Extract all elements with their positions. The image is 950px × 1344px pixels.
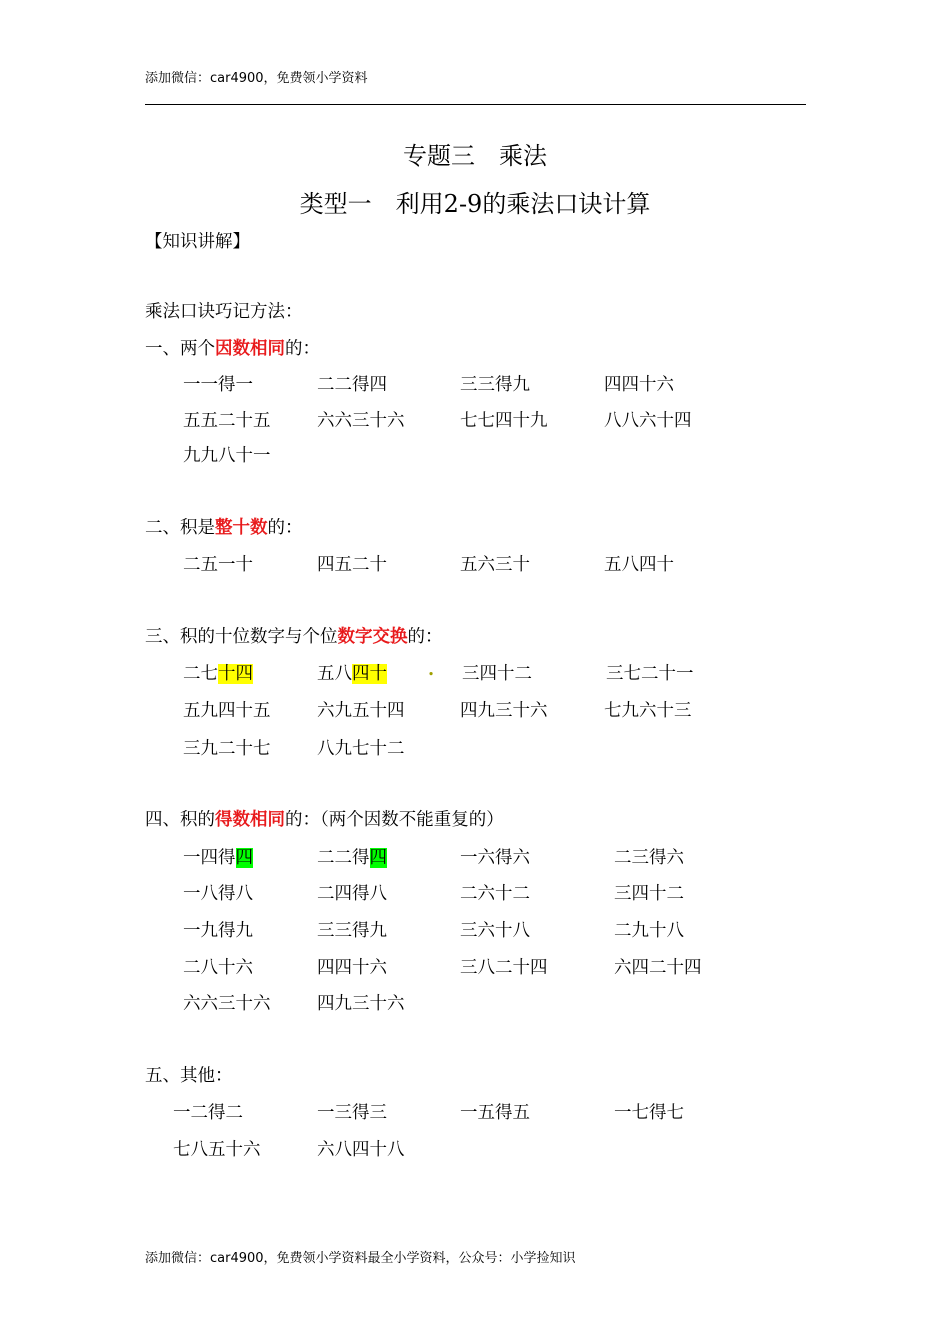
rhyme-item: 六四二十四 xyxy=(614,958,702,978)
rhyme-item-text: 五八 xyxy=(317,664,352,684)
rhyme-item: 二六十二 xyxy=(460,884,530,904)
rhyme-item xyxy=(183,844,253,869)
section-3-suffix: 的： xyxy=(407,627,443,647)
rhyme-item: 一五得五 xyxy=(460,1103,530,1123)
rhyme-item: 一一得一 xyxy=(183,375,253,395)
rhyme-item: 一二得二 xyxy=(173,1103,243,1123)
rhyme-item: 五九四十五 xyxy=(183,701,271,721)
section-3-heading xyxy=(145,623,443,648)
rhyme-item: 二三得六 xyxy=(614,848,684,868)
section-1-suffix: 的： xyxy=(285,339,320,359)
rhyme-item: 三六十八 xyxy=(460,921,530,941)
highlighted-product: 四 xyxy=(235,848,253,868)
rhyme-item: 三三得九 xyxy=(317,921,387,941)
section-2-suffix: 的： xyxy=(267,518,303,538)
rhyme-item: 四五二十 xyxy=(317,555,387,575)
rhyme-item: 八八六十四 xyxy=(604,411,692,431)
section-5-heading: 五、其他： xyxy=(145,1066,233,1086)
highlighted-product: 四 xyxy=(369,848,387,868)
highlighted-product: 十四 xyxy=(218,664,253,684)
page-subtitle: 类型一 利用2-9的乘法口诀计算 xyxy=(299,190,651,218)
section-3-emphasis: 数字交换 xyxy=(337,627,408,647)
rhyme-item: 四九三十六 xyxy=(460,701,548,721)
section-4-prefix: 四、积的 xyxy=(145,810,215,830)
rhyme-item: 一七得七 xyxy=(614,1103,684,1123)
rhyme-item: 三七二十一 xyxy=(606,664,694,684)
rhyme-item: 六六三十六 xyxy=(183,994,271,1014)
section-3-prefix: 三、积的十位数字与个位 xyxy=(145,627,338,647)
section-4-suffix: 的：（两个因数不能重复的） xyxy=(285,810,504,830)
rhyme-item: 三九二十七 xyxy=(183,739,271,759)
rhyme-item-text: 二七 xyxy=(183,664,218,684)
section-2-prefix: 二、积是 xyxy=(145,518,215,538)
rhyme-item xyxy=(317,660,387,685)
section-1-prefix: 一、两个 xyxy=(145,339,215,359)
rhyme-item-text: 二二得 xyxy=(317,848,370,868)
rhyme-item: 九九八十一 xyxy=(183,446,271,466)
rhyme-item: 二二得四 xyxy=(317,375,387,395)
rhyme-item: 一八得八 xyxy=(183,884,253,904)
section-2-emphasis: 整十数 xyxy=(215,518,268,538)
rhyme-item xyxy=(183,660,253,685)
rhyme-item: 四四十六 xyxy=(604,375,674,395)
rhyme-item-text: 一四得 xyxy=(183,848,236,868)
rhyme-item: 六九五十四 xyxy=(317,701,405,721)
rhyme-item: 一六得六 xyxy=(460,848,530,868)
rhyme-item: 四九三十六 xyxy=(317,994,405,1014)
rhyme-item: 二八十六 xyxy=(183,958,253,978)
rhyme-item: 五六三十 xyxy=(460,555,530,575)
rhyme-item: 三三得九 xyxy=(460,375,530,395)
highlighted-product: 四十 xyxy=(352,664,387,684)
rhyme-item: 二四得八 xyxy=(317,884,387,904)
section-2-heading xyxy=(145,514,303,539)
rhyme-item: 二九十八 xyxy=(614,921,684,941)
section-1-emphasis: 因数相同 xyxy=(215,339,285,359)
rhyme-item: 七九六十三 xyxy=(604,701,692,721)
rhyme-item: 七七四十九 xyxy=(460,411,548,431)
rhyme-item: 二五一十 xyxy=(183,555,253,575)
page-title: 专题三 乘法 xyxy=(403,142,547,170)
rhyme-item: 五八四十 xyxy=(604,555,674,575)
section-4-heading xyxy=(145,806,504,831)
section-1-heading xyxy=(145,335,320,360)
method-title: 乘法口诀巧记方法： xyxy=(145,302,303,322)
footer-note: 添加微信：car4900，免费领小学资料最全小学资料，公众号：小学捡知识 xyxy=(145,1251,576,1266)
rhyme-item: 三四十二 xyxy=(462,664,532,684)
section-4-emphasis: 得数相同 xyxy=(215,810,285,830)
rhyme-item: 六六三十六 xyxy=(317,411,405,431)
header-note: 添加微信：car4900，免费领小学资料 xyxy=(145,71,368,86)
rhyme-item: 八九七十二 xyxy=(317,739,405,759)
rhyme-item: 三八二十四 xyxy=(460,958,548,978)
knowledge-label: 【知识讲解】 xyxy=(145,232,250,252)
rhyme-item: 三四十二 xyxy=(614,884,684,904)
stray-dot: . xyxy=(428,660,435,680)
header-divider xyxy=(145,104,806,105)
rhyme-item: 五五二十五 xyxy=(183,411,271,431)
rhyme-item: 七八五十六 xyxy=(173,1140,261,1160)
rhyme-item: 六八四十八 xyxy=(317,1140,405,1160)
rhyme-item xyxy=(317,844,387,869)
rhyme-item: 四四十六 xyxy=(317,958,387,978)
rhyme-item: 一三得三 xyxy=(317,1103,387,1123)
rhyme-item: 一九得九 xyxy=(183,921,253,941)
